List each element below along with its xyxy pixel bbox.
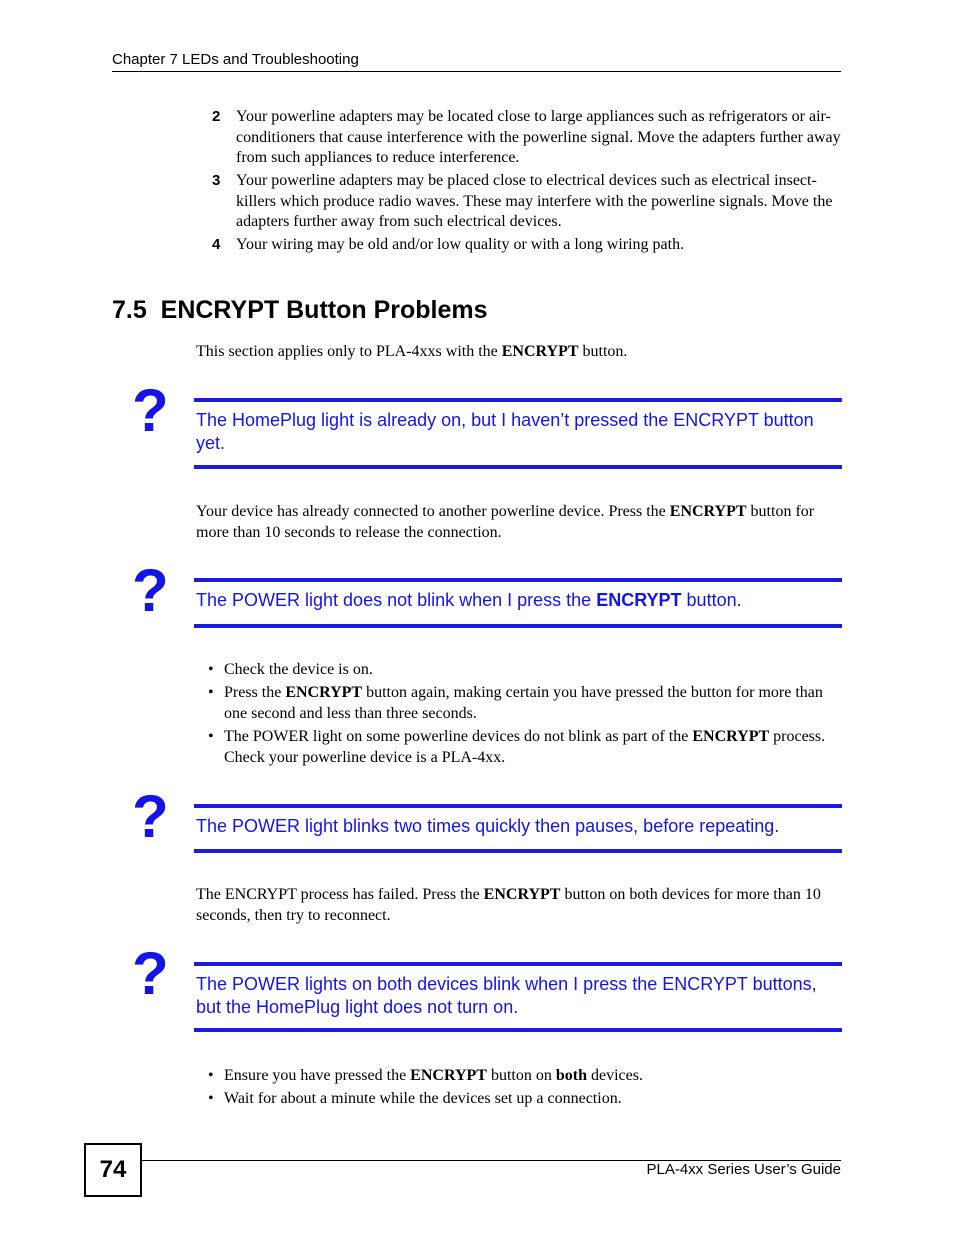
answer-part: The ENCRYPT process has failed. Press the — [196, 886, 484, 903]
bullet-part: Ensure you have pressed the — [224, 1067, 411, 1084]
chapter-header: Chapter 7 LEDs and Troubleshooting — [112, 51, 359, 68]
answer-part: Your device has already connected to another powerline device. Press the — [196, 503, 670, 520]
question-bar-top — [194, 962, 842, 966]
answer-bold: ENCRYPT — [483, 886, 561, 903]
question-bar-bottom — [194, 849, 842, 853]
question-mark-icon: ? — [132, 783, 169, 850]
bullet-bold: ENCRYPT — [285, 684, 363, 701]
list-number: 3 — [212, 172, 221, 189]
bullet-symbol: • — [208, 1090, 214, 1107]
bullet-part: devices. — [586, 1067, 643, 1084]
list-item-text: Your wiring may be old and/or low quality or with a long wiring path. — [236, 236, 685, 253]
intro-text: button. — [578, 343, 628, 360]
question-part: button. — [681, 590, 742, 610]
bullet-symbol: • — [208, 661, 214, 678]
question-bar-bottom — [194, 1028, 842, 1032]
question-mark-icon: ? — [132, 557, 169, 624]
question-part: The POWER light does not blink when I press the — [196, 590, 597, 610]
list-number: 4 — [212, 236, 221, 253]
bullet-part: button on — [486, 1067, 556, 1084]
question-bar-bottom — [194, 624, 842, 628]
question-mark-icon: ? — [132, 377, 169, 444]
question-bar-top — [194, 804, 842, 808]
bullet-part: The POWER light on some powerline devices do not blink as part of the — [224, 728, 693, 745]
header-divider — [112, 71, 841, 72]
intro-text: This section applies only to PLA-4xxs with the — [196, 343, 502, 360]
bullet-part: Press the — [224, 684, 286, 701]
bullet-symbol: • — [208, 728, 214, 745]
bullet-text — [224, 1066, 842, 1087]
bullet-text — [224, 727, 842, 768]
bullet-symbol: • — [208, 1067, 214, 1084]
bullet-part: button again, making certain you have pressed the button for more than one second and less than three seconds. — [224, 684, 823, 722]
section-intro — [196, 342, 842, 363]
answer-text — [196, 502, 842, 543]
question-text: The POWER light blinks two times quickly then pauses, before repeating. — [196, 816, 780, 836]
guide-title: PLA-4xx Series User’s Guide — [646, 1161, 841, 1178]
intro-bold: ENCRYPT — [501, 343, 579, 360]
answer-part: button on both devices for more than 10 seconds, then try to reconnect. — [196, 886, 821, 924]
list-item-text: Your powerline adapters may be placed close to electrical devices such as electrical insect-killers which produce radio waves. These may interfere with the powerline signals. Move the adapters further away from such electrical devices. — [236, 172, 833, 230]
bullet-text: Check the device is on. — [224, 661, 373, 678]
bullet-part: process. Check your powerline device is a PLA-4xx. — [224, 728, 826, 766]
answer-part: button for more than 10 seconds to release the connection. — [196, 503, 815, 541]
list-number: 2 — [212, 108, 221, 125]
bullet-bold: ENCRYPT — [692, 728, 770, 745]
answer-bold: ENCRYPT — [669, 503, 747, 520]
bullet-bold: both — [555, 1067, 587, 1084]
question-text: The HomePlug light is already on, but I haven’t pressed the ENCRYPT button yet. — [196, 410, 814, 453]
bullet-bold: ENCRYPT — [410, 1067, 487, 1084]
question-bar-top — [194, 398, 842, 402]
question-text — [196, 589, 842, 612]
question-bold: ENCRYPT — [596, 590, 682, 610]
bullet-text — [224, 683, 842, 724]
bullet-text: Wait for about a minute while the devices set up a connection. — [224, 1090, 622, 1107]
question-text: The POWER lights on both devices blink when I press the ENCRYPT buttons, but the HomePlug light does not turn on. — [196, 974, 817, 1017]
section-heading: 7.5 ENCRYPT Button Problems — [112, 296, 488, 324]
question-bar-bottom — [194, 465, 842, 469]
list-item-text: Your powerline adapters may be located close to large appliances such as refrigerators or air-conditioners that cause interference with the powerline signal. Move the adapters further away from such appliances to reduce interference. — [236, 108, 841, 166]
bullet-symbol: • — [208, 684, 214, 701]
answer-text — [196, 885, 842, 926]
question-mark-icon: ? — [132, 940, 169, 1007]
page-number: 74 — [84, 1143, 142, 1197]
question-bar-top — [194, 578, 842, 582]
